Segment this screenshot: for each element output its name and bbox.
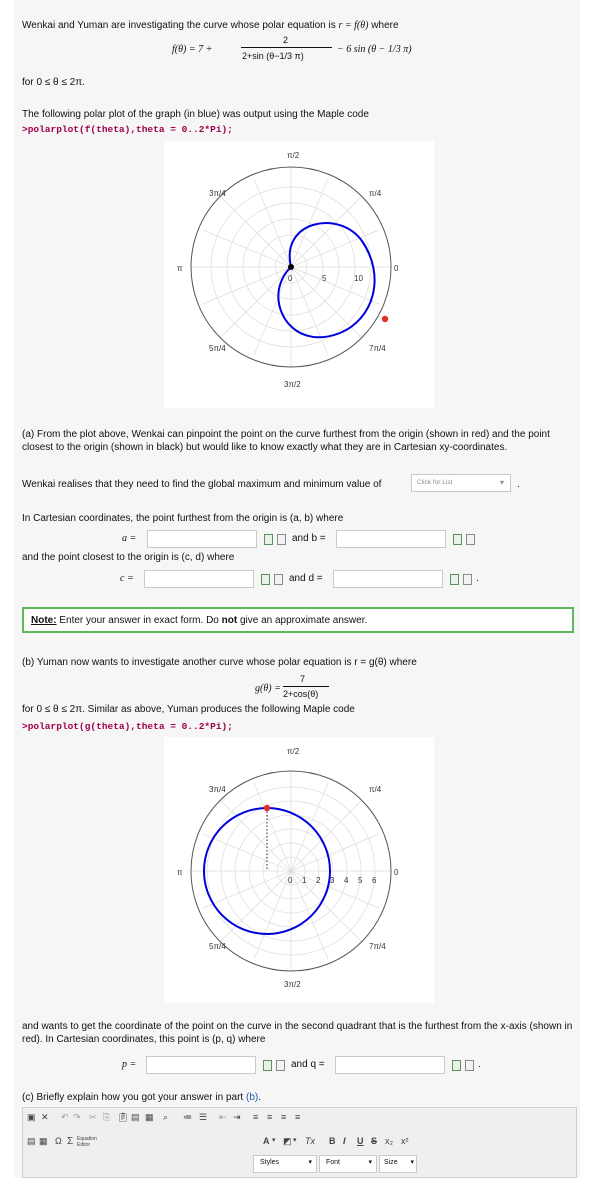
italic-button[interactable]: I	[343, 1136, 346, 1146]
dropdown-period: .	[517, 479, 520, 490]
f-den-text: 2+sin (θ−	[242, 51, 280, 61]
styles-combo[interactable]	[253, 1155, 317, 1173]
tick-10: 10	[354, 274, 363, 283]
part-b-paragraph: (b) Yuman now wants to investigate another curve whose polar equation is r = g(θ) where	[22, 657, 417, 668]
paste-text-icon[interactable]: ▤	[131, 1112, 140, 1122]
label-5pi-4: 5π/4	[209, 344, 226, 353]
chevron-down-icon: ▾	[368, 1159, 372, 1166]
chevron-down-icon: ▾	[410, 1159, 414, 1166]
closest-sentence: and the point closest to the origin is (c, d) where	[22, 552, 235, 563]
c-label: c =	[120, 573, 134, 584]
help-icon[interactable]	[465, 1060, 474, 1071]
end-period: .	[478, 1059, 481, 1070]
f-frac-bar	[241, 47, 332, 48]
label-5pi-4: 5π/4	[209, 942, 226, 951]
g-domain: for 0 ≤ θ ≤ 2π. Similar as above, Yuman produces the following Maple code	[22, 704, 355, 715]
note-line	[31, 615, 367, 626]
intro-text: Wenkai and Yuman are investigating the curve whose polar equation is	[22, 20, 336, 31]
label-7pi-4: 7π/4	[369, 942, 386, 951]
q-input[interactable]	[335, 1056, 445, 1074]
label-pi: π	[177, 868, 183, 877]
label-pi-2: π/2	[287, 151, 300, 160]
maximize-icon[interactable]: ✕	[41, 1112, 49, 1122]
bold-button[interactable]: B	[329, 1136, 336, 1146]
size-combo[interactable]	[379, 1155, 417, 1173]
f-definition-tail	[337, 44, 412, 55]
a-input[interactable]	[147, 530, 257, 548]
tick-6: 6	[372, 876, 377, 885]
cartesian-sentence: In Cartesian coordinates, the point furthest from the origin is (a, b) where	[22, 513, 344, 524]
tick-4: 4	[344, 876, 349, 885]
note-tail: give an approximate answer.	[239, 615, 368, 626]
note-label: Note:	[31, 615, 57, 626]
d-input[interactable]	[333, 570, 443, 588]
maple-code-1: >polarplot(f(theta),theta = 0..2*Pi);	[22, 124, 233, 135]
f-definition-lhs: f(θ) = 7 +	[172, 44, 213, 55]
help-icon[interactable]	[466, 534, 475, 545]
label-pi: π	[177, 264, 183, 273]
note-not: not	[221, 615, 238, 626]
preview-icon[interactable]	[452, 1060, 461, 1071]
p-input[interactable]	[146, 1056, 256, 1074]
styles-label: Styles	[260, 1159, 280, 1166]
font-label: Font	[326, 1159, 341, 1166]
bg-color-icon[interactable]: ◩	[283, 1136, 292, 1146]
underline-button[interactable]: U	[357, 1136, 364, 1146]
special-char-icon[interactable]: Ω	[55, 1136, 62, 1146]
tick-0: 0	[288, 274, 293, 283]
and-q-label: and q =	[291, 1059, 325, 1070]
p-label: p =	[122, 1059, 137, 1070]
preview-icon[interactable]	[453, 534, 462, 545]
rich-text-editor[interactable]	[22, 1107, 577, 1178]
text-color-button[interactable]: A	[263, 1136, 270, 1146]
f-tail-pi: 1/3 π)	[387, 44, 412, 55]
align-center-icon[interactable]: ≡	[267, 1112, 273, 1122]
plot-sentence: The following polar plot of the graph (in blue) was output using the Maple code	[22, 109, 369, 120]
tick-3: 3	[330, 876, 335, 885]
label-3pi-2: 3π/2	[284, 980, 301, 989]
align-justify-icon[interactable]: ≡	[295, 1112, 301, 1122]
furthest-point	[382, 316, 388, 322]
font-combo[interactable]	[319, 1155, 377, 1173]
g-lhs: g(θ) =	[255, 683, 281, 694]
numbered-list-icon[interactable]: ≔	[183, 1112, 192, 1122]
maple-code-2: >polarplot(g(theta),theta = 0..2*Pi);	[22, 721, 233, 732]
preview-icon[interactable]	[264, 534, 273, 545]
label-pi-2: π/2	[287, 747, 300, 756]
polar-plot-g-svg	[164, 737, 434, 1003]
align-right-icon[interactable]: ≡	[281, 1112, 287, 1122]
extremum-dropdown[interactable]	[411, 474, 511, 492]
dropdown-text: Click for List	[417, 479, 453, 486]
label-7pi-4: 7π/4	[369, 344, 386, 353]
label-3pi-4: 3π/4	[209, 785, 226, 794]
paste-word-icon[interactable]: ▦	[145, 1112, 154, 1122]
clear-format-button[interactable]: Tx	[305, 1136, 315, 1146]
outdent-icon[interactable]: ⇤	[219, 1112, 227, 1122]
source-icon[interactable]: ▣	[27, 1112, 36, 1122]
copy-icon[interactable]: ⎘	[103, 1112, 111, 1122]
part-c-line	[22, 1092, 261, 1103]
table-icon[interactable]: ▤	[27, 1136, 36, 1146]
align-left-icon[interactable]: ≡	[253, 1112, 259, 1122]
toolbar-row-2	[27, 1136, 427, 1150]
cut-icon[interactable]: ✂	[89, 1112, 97, 1122]
polar-plot-f-svg	[164, 141, 434, 408]
part-b-wants: and wants to get the coordinate of the point on the curve in the second quadrant that is the furthest from the x-axis (shown in red). In Cartesian coordinates, this point is (p, q) where	[22, 1021, 573, 1045]
preview-icon[interactable]	[450, 574, 459, 585]
f-frac-denominator	[242, 51, 304, 61]
grid-icon[interactable]: ▦	[39, 1136, 48, 1146]
chevron-down-icon: ▾	[308, 1159, 312, 1166]
find-icon[interactable]: ⌕	[163, 1112, 169, 1122]
intro-line	[22, 20, 399, 31]
a-label: a =	[122, 533, 137, 544]
bullet-list-icon[interactable]: ☰	[199, 1112, 208, 1122]
redo-icon[interactable]: ↷	[73, 1112, 81, 1122]
paste-icon[interactable]: 📋︎	[117, 1112, 129, 1122]
end-period: .	[476, 573, 479, 584]
toolbar-row-1	[27, 1112, 337, 1126]
help-icon[interactable]	[463, 574, 472, 585]
part-c-period: .	[258, 1092, 262, 1103]
tick-5: 5	[322, 274, 327, 283]
b-input[interactable]	[336, 530, 446, 548]
g-frac-bar	[283, 686, 329, 687]
superscript-button[interactable]: x²	[401, 1136, 409, 1146]
and-d-label: and d =	[289, 573, 323, 584]
note-text: Enter your answer in exact form. Do	[59, 615, 219, 626]
preview-icon[interactable]	[263, 1060, 272, 1071]
chevron-down-icon[interactable]: ▾	[272, 1137, 276, 1144]
label-pi-4: π/4	[369, 785, 382, 794]
tick-2: 2	[316, 876, 321, 885]
part-a-paragraph: (a) From the plot above, Wenkai can pinpoint the point on the curve furthest from the origin (shown in red) and the point closest to the origin (shown in black) but would like to know exactly what they are in Cartesian xy-coordinates.	[22, 429, 550, 453]
label-3pi-2: 3π/2	[284, 380, 301, 389]
tick-0: 0	[288, 876, 293, 885]
intro-where: where	[371, 20, 399, 31]
equation-editor-button[interactable]: Equation Editor	[77, 1136, 97, 1148]
sigma-icon[interactable]: Σ	[67, 1136, 74, 1147]
subscript-button[interactable]: x₂	[385, 1136, 393, 1146]
polar-eq-f: r = f(θ)	[338, 20, 369, 31]
g-numerator: 7	[300, 674, 306, 684]
chevron-down-icon: ▾	[499, 478, 504, 487]
undo-icon[interactable]: ↶	[61, 1112, 69, 1122]
help-icon[interactable]	[277, 534, 286, 545]
c-input[interactable]	[144, 570, 254, 588]
tick-1: 1	[302, 876, 307, 885]
label-0: 0	[394, 868, 399, 877]
label-pi-4: π/4	[369, 189, 382, 198]
plot2-grid	[191, 771, 391, 971]
preview-icon[interactable]	[261, 574, 270, 585]
g-denominator: 2+cos(θ)	[283, 689, 319, 699]
polar-plot-g	[164, 737, 434, 1003]
tick-5: 5	[358, 876, 363, 885]
part-b-link[interactable]: (b)	[246, 1092, 259, 1103]
closest-point	[288, 264, 294, 270]
f-domain: for 0 ≤ θ ≤ 2π.	[22, 77, 85, 88]
part-c-text: (c) Briefly explain how you got your answer in part	[22, 1092, 244, 1103]
note-box	[22, 607, 574, 633]
f-frac-numerator: 2	[283, 35, 289, 45]
help-icon[interactable]	[276, 1060, 285, 1071]
f-den-pi: 1/3 π)	[279, 51, 304, 61]
highest-point	[264, 805, 270, 811]
realises-text: Wenkai realises that they need to find the global maximum and minimum value of	[22, 479, 382, 490]
size-label: Size	[384, 1159, 398, 1166]
label-0: 0	[394, 264, 399, 273]
and-b-label: and b =	[292, 533, 326, 544]
help-icon[interactable]	[274, 574, 283, 585]
strikethrough-button[interactable]: S	[371, 1136, 378, 1146]
indent-icon[interactable]: ⇥	[233, 1112, 241, 1122]
polar-plot-f	[164, 141, 434, 408]
label-3pi-4: 3π/4	[209, 189, 226, 198]
f-tail-text: − 6 sin (θ −	[337, 44, 386, 55]
chevron-down-icon[interactable]: ▾	[293, 1137, 297, 1144]
